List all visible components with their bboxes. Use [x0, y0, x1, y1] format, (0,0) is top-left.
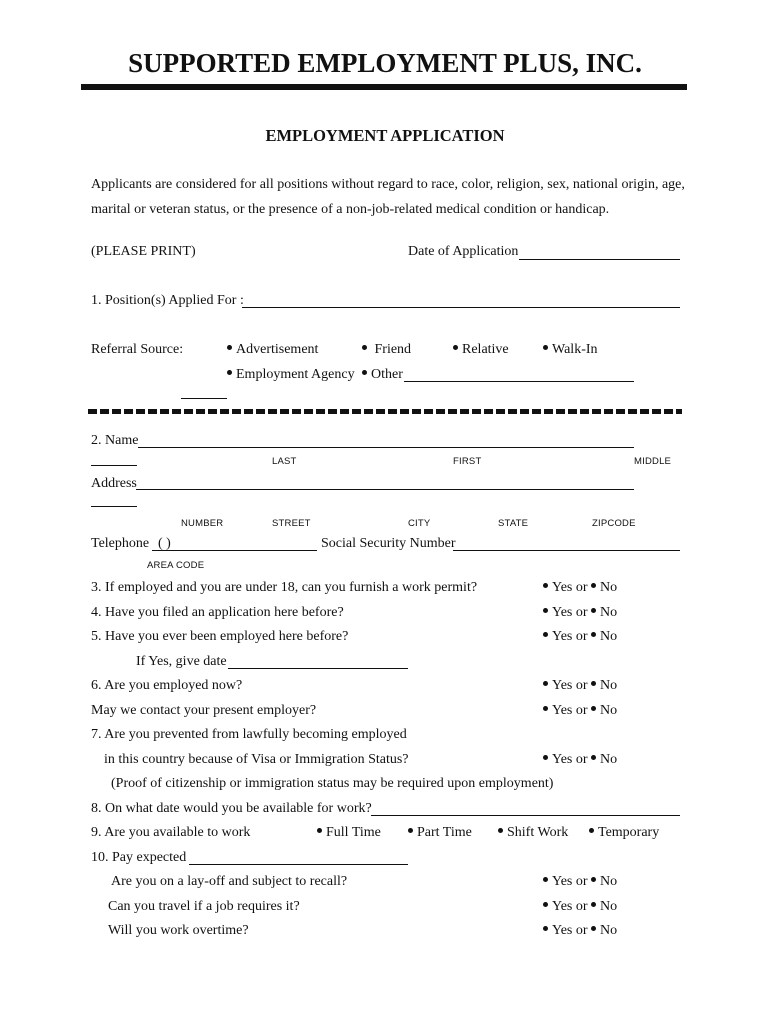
no-label: No	[600, 874, 618, 889]
date-of-application-field[interactable]	[519, 259, 680, 260]
referral-advertisement-label: Advertisement	[236, 342, 319, 357]
address-overflow-line	[91, 506, 137, 507]
no-label: No	[600, 629, 618, 644]
question-10-travel: Can you travel if a job requires it?	[108, 899, 300, 914]
position-label: 1. Position(s) Applied For :	[91, 293, 244, 308]
referral-other-field[interactable]	[404, 381, 634, 382]
name-sub-last: LAST	[272, 456, 297, 467]
ssn-field[interactable]	[453, 550, 680, 551]
intro-line-1: Applicants are considered for all positions without regard to race, color, religion, sex, national origin, age,	[91, 177, 685, 192]
yes-label: Yes or	[552, 923, 588, 938]
section-divider	[88, 409, 682, 414]
ssn-label: Social Security Number	[321, 536, 456, 551]
yes-label: Yes or	[552, 703, 588, 718]
q9-shift-work[interactable]	[498, 825, 568, 841]
radio-bullet-icon	[591, 681, 596, 686]
radio-bullet-icon	[589, 828, 594, 833]
telephone-field[interactable]	[152, 550, 317, 551]
referral-relative[interactable]	[453, 342, 509, 358]
please-print-note: (PLEASE PRINT)	[91, 244, 196, 259]
address-sub-number: NUMBER	[181, 518, 224, 529]
q8-date-field[interactable]	[371, 815, 680, 816]
radio-bullet-icon	[408, 828, 413, 833]
company-name: SUPPORTED EMPLOYMENT PLUS, INC.	[128, 48, 642, 78]
question-5-date-label: If Yes, give date	[136, 654, 227, 669]
referral-relative-label: Relative	[462, 342, 509, 357]
referral-employment-agency[interactable]	[227, 367, 355, 383]
radio-bullet-icon	[543, 755, 548, 760]
radio-bullet-icon	[591, 926, 596, 931]
name-sub-middle: MIDDLE	[634, 456, 672, 467]
address-sub-city: CITY	[408, 518, 431, 529]
radio-bullet-icon	[591, 583, 596, 588]
referral-other[interactable]	[362, 367, 403, 383]
radio-bullet-icon	[498, 828, 503, 833]
q9-temporary[interactable]	[589, 825, 659, 841]
radio-bullet-icon	[591, 902, 596, 907]
radio-bullet-icon	[543, 706, 548, 711]
address-sub-state: STATE	[498, 518, 529, 529]
radio-bullet-icon	[227, 370, 232, 375]
radio-bullet-icon	[591, 706, 596, 711]
part-time-label: Part Time	[417, 825, 472, 840]
question-4: 4. Have you filed an application here before?	[91, 605, 344, 620]
radio-bullet-icon	[591, 608, 596, 613]
no-label: No	[600, 605, 618, 620]
telephone-label: Telephone	[91, 536, 150, 551]
referral-friend[interactable]	[362, 342, 411, 358]
question-10-overtime: Will you work overtime?	[108, 923, 249, 938]
referral-employment-agency-label: Employment Agency	[236, 367, 355, 382]
radio-bullet-icon	[543, 926, 548, 931]
radio-bullet-icon	[362, 370, 367, 375]
yes-label: Yes or	[552, 629, 588, 644]
no-label: No	[600, 752, 618, 767]
radio-bullet-icon	[591, 755, 596, 760]
yes-label: Yes or	[552, 899, 588, 914]
q6b-yes-no[interactable]	[543, 703, 617, 719]
temporary-label: Temporary	[598, 825, 660, 840]
q9-full-time[interactable]	[317, 825, 381, 841]
yes-label: Yes or	[552, 874, 588, 889]
radio-bullet-icon	[543, 583, 548, 588]
radio-bullet-icon	[227, 345, 232, 350]
no-label: No	[600, 899, 618, 914]
referral-friend-label: Friend	[374, 342, 412, 357]
question-7-line-2: in this country because of Visa or Immigration Status?	[104, 752, 409, 767]
radio-bullet-icon	[543, 608, 548, 613]
no-label: No	[600, 580, 618, 595]
name-sub-first: FIRST	[453, 456, 482, 467]
q5-date-field[interactable]	[228, 668, 408, 669]
question-7-line-1: 7. Are you prevented from lawfully becoming employed	[91, 727, 407, 742]
radio-bullet-icon	[591, 632, 596, 637]
q10b-yes-no[interactable]	[543, 899, 617, 915]
radio-bullet-icon	[453, 345, 458, 350]
form-title: EMPLOYMENT APPLICATION	[265, 126, 505, 145]
referral-walk-in-label: Walk-In	[552, 342, 598, 357]
address-sub-street: STREET	[272, 518, 311, 529]
address-field[interactable]	[136, 489, 634, 490]
question-10-layoff: Are you on a lay-off and subject to recall?	[111, 874, 348, 889]
q3-yes-no[interactable]	[543, 580, 617, 596]
shift-work-label: Shift Work	[507, 825, 569, 840]
question-7-note: (Proof of citizenship or immigration status may be required upon employment)	[111, 776, 554, 791]
question-8: 8. On what date would you be available for work?	[91, 801, 372, 816]
radio-bullet-icon	[543, 902, 548, 907]
question-6: 6. Are you employed now?	[91, 678, 243, 693]
no-label: No	[600, 923, 618, 938]
address-label: Address	[91, 476, 137, 491]
referral-advertisement[interactable]	[227, 342, 318, 358]
q4-yes-no[interactable]	[543, 605, 617, 621]
referral-label: Referral Source:	[91, 342, 184, 357]
name-label: 2. Name	[91, 433, 139, 448]
yes-label: Yes or	[552, 752, 588, 767]
referral-walk-in[interactable]	[543, 342, 598, 358]
no-label: No	[600, 678, 618, 693]
radio-bullet-icon	[317, 828, 322, 833]
question-9: 9. Are you available to work	[91, 825, 251, 840]
full-time-label: Full Time	[326, 825, 381, 840]
header-rule	[81, 84, 687, 90]
question-6-contact: May we contact your present employer?	[91, 703, 317, 718]
position-field[interactable]	[242, 307, 680, 308]
yes-label: Yes or	[552, 605, 588, 620]
name-field[interactable]	[138, 447, 634, 448]
referral-other-overflow-line	[181, 398, 227, 399]
radio-bullet-icon	[591, 877, 596, 882]
referral-other-label: Other	[371, 367, 403, 382]
radio-bullet-icon	[543, 681, 548, 686]
q7-yes-no[interactable]	[543, 752, 617, 768]
question-3: 3. If employed and you are under 18, can you furnish a work permit?	[91, 580, 478, 595]
question-5: 5. Have you ever been employed here before?	[91, 629, 349, 644]
radio-bullet-icon	[543, 877, 548, 882]
no-label: No	[600, 703, 618, 718]
address-sub-zipcode: ZIPCODE	[592, 518, 636, 529]
q6-yes-no[interactable]	[543, 678, 617, 694]
q10c-yes-no[interactable]	[543, 923, 617, 939]
intro-line-2: marital or veteran status, or the presence of a non-job-related medical condition or handicap.	[91, 202, 610, 217]
yes-label: Yes or	[552, 678, 588, 693]
question-10: 10. Pay expected	[91, 850, 187, 865]
name-overflow-line	[91, 465, 137, 466]
radio-bullet-icon	[543, 345, 548, 350]
yes-label: Yes or	[552, 580, 588, 595]
q10a-yes-no[interactable]	[543, 874, 617, 890]
radio-bullet-icon	[543, 632, 548, 637]
telephone-area-code-caption: AREA CODE	[147, 560, 205, 571]
telephone-area-paren: ( )	[158, 536, 171, 551]
radio-bullet-icon	[362, 345, 367, 350]
q9-part-time[interactable]	[408, 825, 472, 841]
q5-yes-no[interactable]	[543, 629, 617, 645]
pay-expected-field[interactable]	[189, 864, 408, 865]
date-of-application-label: Date of Application	[408, 244, 519, 259]
